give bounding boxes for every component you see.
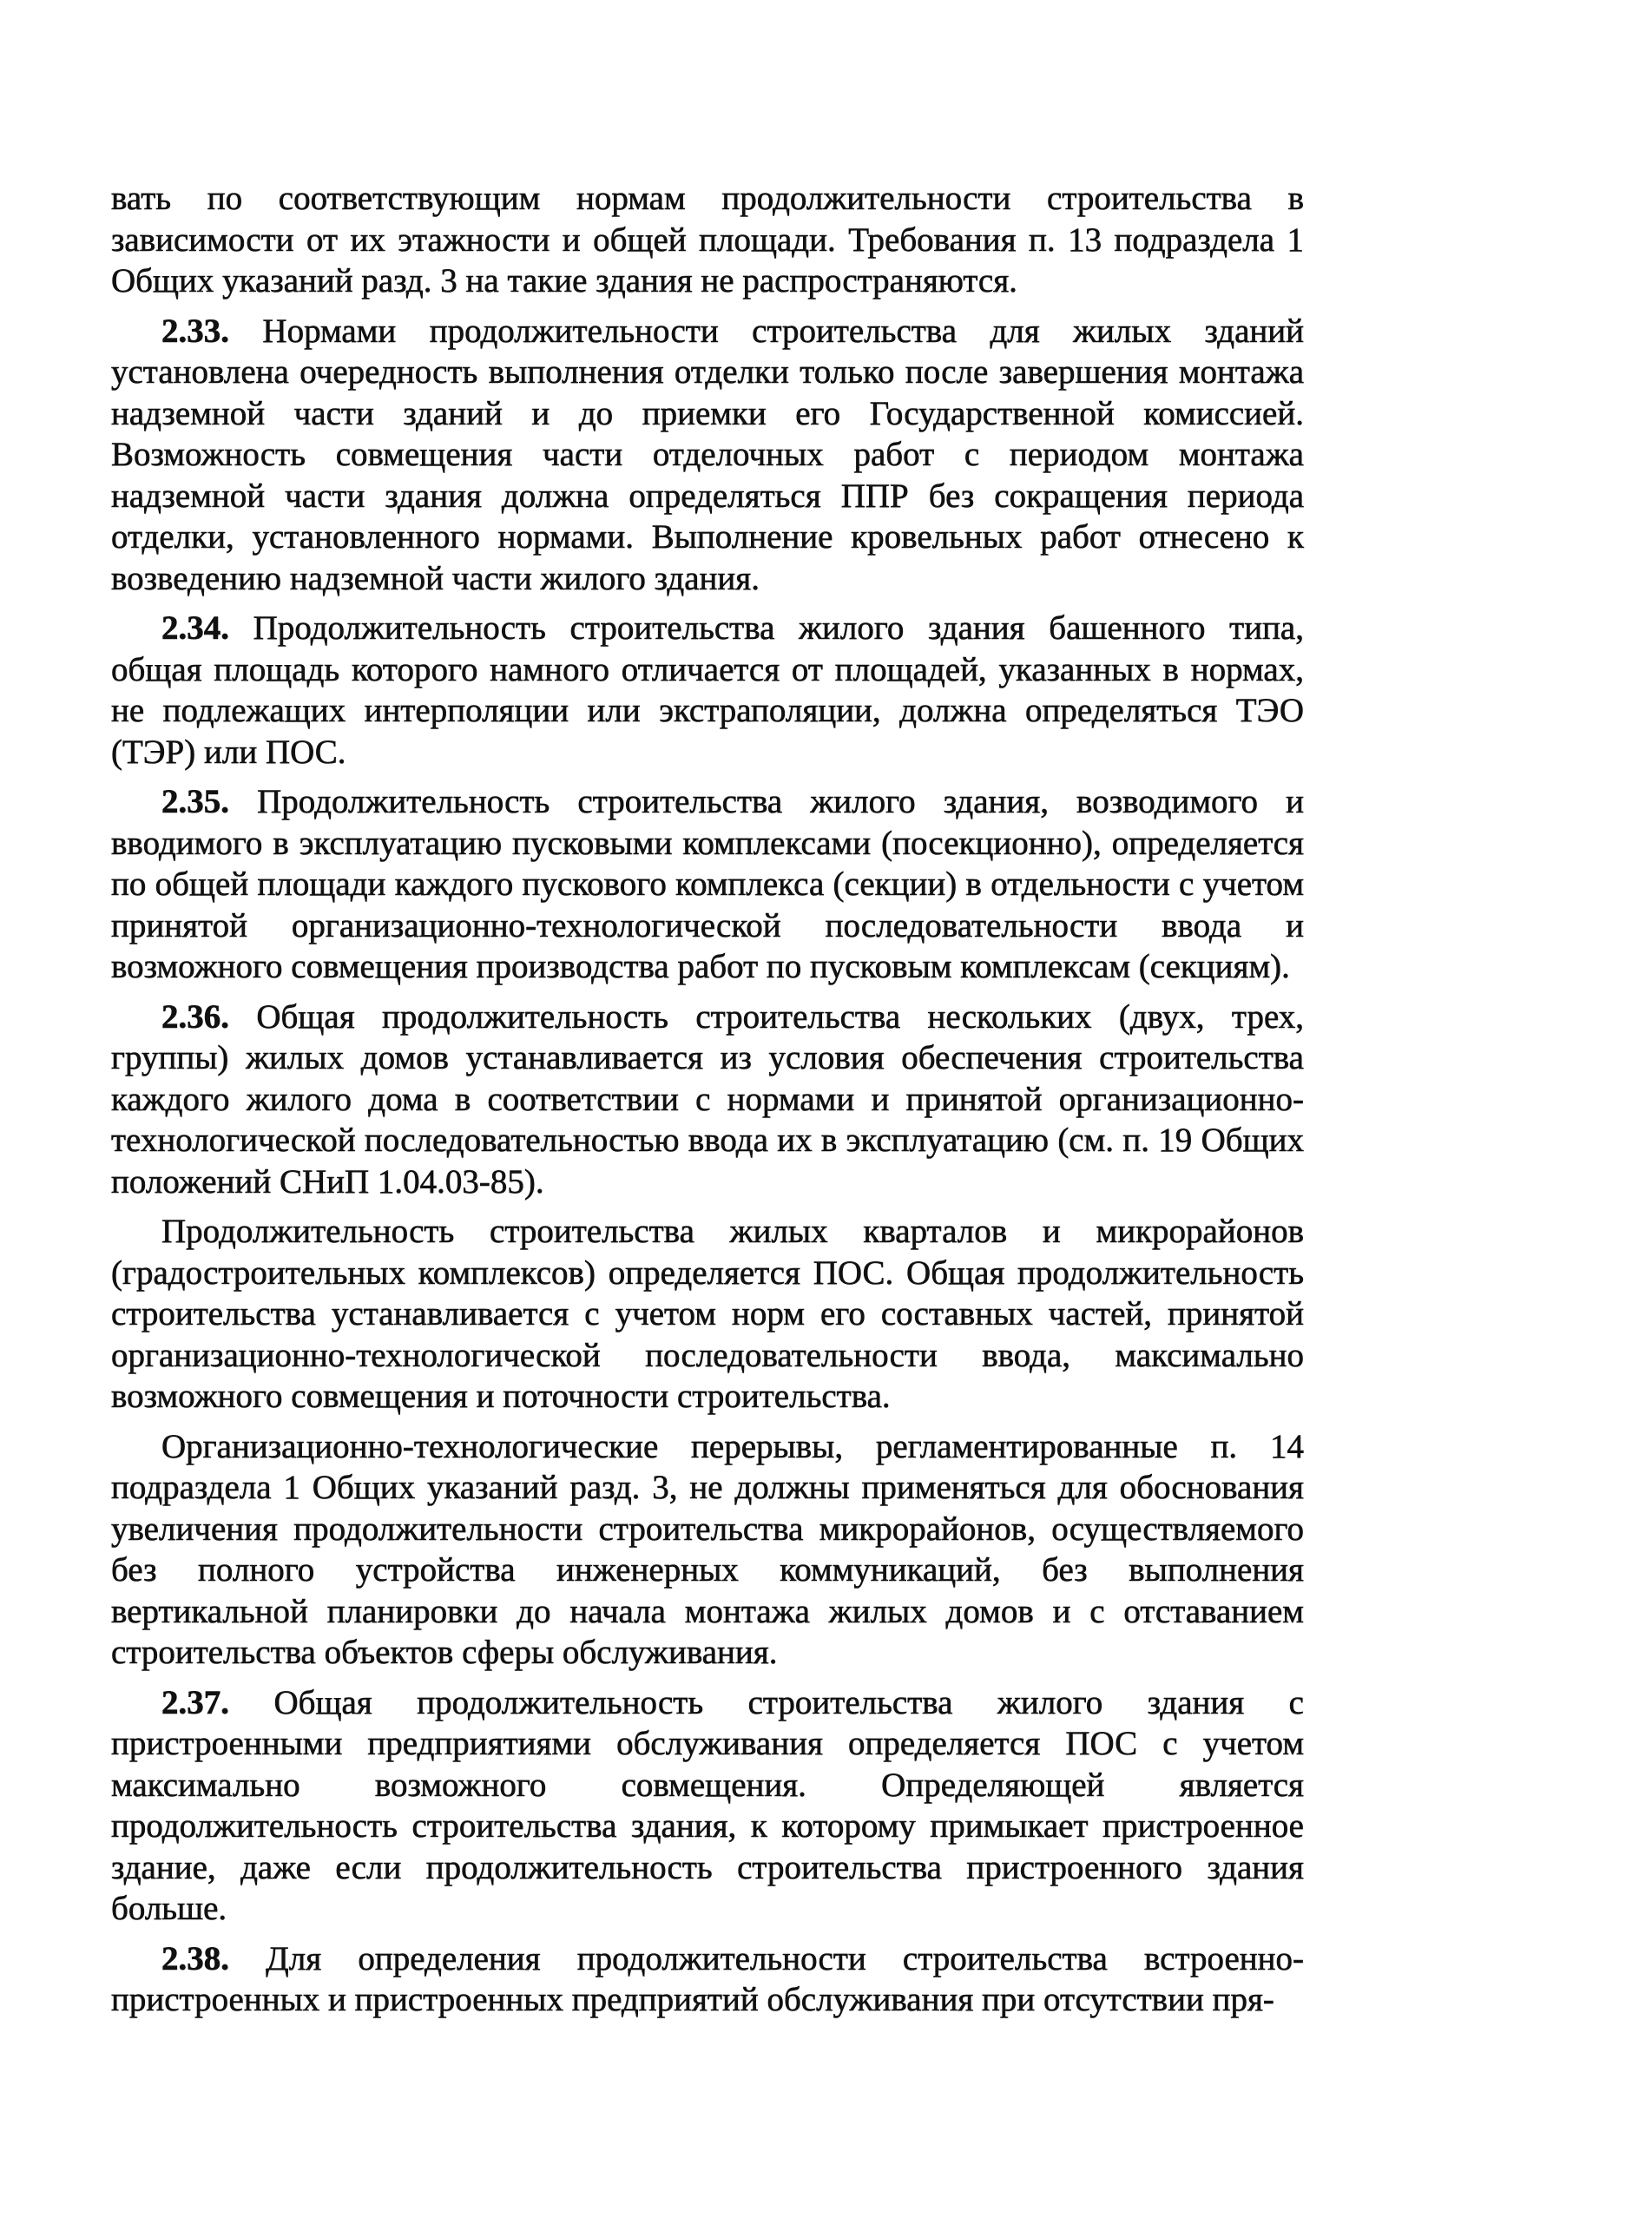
clause-number: 2.34. bbox=[161, 609, 229, 647]
paragraph-2-33 bbox=[111, 311, 1304, 600]
paragraph-continuation bbox=[111, 178, 1304, 302]
paragraph-text: Общая продолжительность строительства жилого здания с пристроенными предприятиями обслуживания определяется ПОС с учетом максимально возможного совмещения. Определяющей является продолжительность строительства здания, к которому примыкает пристроенное здание, даже если продолжительность строительства пристроенного здания больше. bbox=[111, 1683, 1304, 1927]
paragraph-text: Продолжительность строительства жилого здания, возводимого и вводимого в эксплуатацию пусковыми комплексами (посекционно), определяется по общей площади каждого пускового комплекса (секции) в отдельности с учетом принятой организационно-технологической последовательности ввода и возможного совмещения производства работ по пусковым комплексам (секциям). bbox=[111, 783, 1304, 985]
paragraph-text: Нормами продолжительности строительства для жилых зданий установлена очередность выполнения отделки только после завершения монтажа надземной части зданий и до приемки его Государственной комиссией. Возможность совмещения части отделочных работ с периодом монтажа надземной части здания должна определяться ППР без сокращения периода отделки, установленного нормами. Выполнение кровельных работ отнесено к возведению надземной части жилого здания. bbox=[111, 312, 1304, 597]
clause-number: 2.35. bbox=[161, 783, 229, 820]
clause-number: 2.36. bbox=[161, 997, 229, 1036]
paragraph-2-35 bbox=[111, 781, 1304, 988]
clause-number: 2.37. bbox=[161, 1683, 229, 1721]
clause-number: 2.33. bbox=[161, 312, 229, 350]
paragraph-text: Продолжительность строительства жилых кварталов и микрорайонов (градостроительных комплексов) определяется ПОС. Общая продолжительность строительства устанавливается с учетом норм его составных частей, принятой организационно-технологической последовательности ввода, максимально возможного совмещения и поточности строительства. bbox=[111, 1213, 1304, 1415]
paragraph-2-34 bbox=[111, 608, 1304, 773]
clause-number: 2.38. bbox=[161, 1939, 229, 1977]
paragraph-2-36 bbox=[111, 997, 1304, 1203]
paragraph-districts bbox=[111, 1211, 1304, 1418]
paragraph-text: вать по соответствующим нормам продолжительности строительства в зависимости от их этажности и общей площади. Требования п. 13 подраздела 1 Общих указаний разд. 3 на такие здания не распространяются. bbox=[111, 180, 1304, 299]
document-page bbox=[111, 178, 1304, 2030]
paragraph-2-38 bbox=[111, 1938, 1304, 2021]
paragraph-text: Организационно-технологические перерывы, регламентированные п. 14 подраздела 1 Общих указаний разд. 3, не должны применяться для обоснования увеличения продолжительности строительства микрорайонов, осуществляемого без полного устройства инженерных коммуникаций, без выполнения вертикальной планировки до начала монтажа жилых домов и с отставанием строительства объектов сферы обслуживания. bbox=[111, 1427, 1304, 1671]
paragraph-text: Продолжительность строительства жилого здания башенного типа, общая площадь которого намного отличается от площадей, указанных в нормах, не подлежащих интерполяции или экстраполяции, должна определяться ТЭО (ТЭР) или ПОС. bbox=[111, 609, 1304, 771]
paragraph-text: Общая продолжительность строительства нескольких (двух, трех, группы) жилых домов устанавливается из условия обеспечения строительства каждого жилого дома в соответствии с нормами и принятой организационно-технологической последовательностью ввода их в эксплуатацию (см. п. 19 Общих положений СНиП 1.04.03-85). bbox=[111, 997, 1304, 1201]
paragraph-text: Для определения продолжительности строительства встроенно-пристроенных и пристроенных предприятий обслуживания при отсутствии пря- bbox=[111, 1939, 1304, 2018]
paragraph-2-37 bbox=[111, 1682, 1304, 1930]
paragraph-breaks bbox=[111, 1426, 1304, 1674]
